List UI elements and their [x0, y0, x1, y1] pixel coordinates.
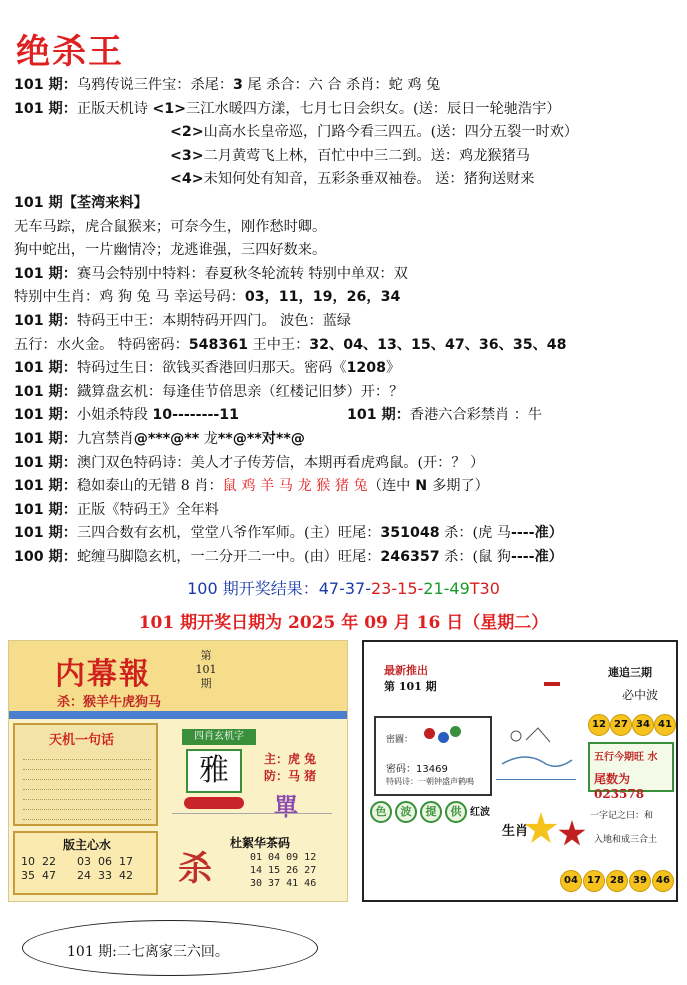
dan-character: 單	[274, 792, 298, 821]
line-12: 五行：水火金。 特码密码：548361 王中王：32、04、13、15、47、36、35、48	[14, 336, 567, 353]
sha-character: 杀	[178, 849, 212, 889]
neimu-newspaper-image	[8, 640, 348, 902]
banzhu-box	[13, 831, 158, 895]
three-issue-label: 連追三期	[608, 666, 652, 679]
duxu-box	[164, 831, 344, 895]
line-18: 101 期：稳如泰山的无错 8 肖：鼠 鸡 羊 马 龙 猴 猪 兔（连中 N 多期了）	[14, 478, 489, 495]
line-1: 101 期：乌鸦传说三件宝：杀尾：3 尾 杀合：六 合 杀肖：蛇 鸡 兔	[14, 77, 441, 93]
ball: 39	[629, 870, 651, 892]
line-3: <2>山高水长皇帝巡，门路今看三四五。(送：四分五裂一时欢）	[170, 124, 579, 141]
duxu-grid: 01 04 09 12 14 15 26 27 30 37 41 46	[250, 852, 317, 889]
tianji-box	[13, 723, 158, 826]
line-11: 101 期：特码王中王：本期特码开四门。 波色：蓝绿	[14, 312, 352, 329]
sixiao-box	[164, 723, 344, 826]
red-mark	[544, 682, 560, 686]
divider-bar	[9, 711, 347, 719]
green-dot-icon	[450, 726, 461, 737]
line-15: 101 期：小姐杀特段 10--------11 101 期：香港六合彩禁肖 ：牛	[14, 407, 543, 424]
char-circle: 波	[395, 801, 417, 823]
draw-result: 100 期开奖结果：47-37-23-15-21-49T30	[187, 579, 500, 598]
mima-poem: 特码诗：一朝钟盛声鹤鳴	[386, 777, 474, 786]
ball: 46	[652, 870, 674, 892]
one-word-clue: 一字记之曰：和	[590, 811, 654, 821]
mima-label: 密圖：	[386, 735, 414, 745]
sketch-drawing	[496, 720, 576, 780]
earth-clue: 入地和成三合土	[594, 835, 658, 845]
latest-label: 最新推出	[384, 664, 428, 677]
ball: 04	[560, 870, 582, 892]
ball: 28	[606, 870, 628, 892]
line-7: 无车马踪，虎合鼠猴来；可奈今生，刚作愁时卿。	[14, 218, 327, 235]
draw-date: 101 期开奖日期为 2025 年 09 月 16 日（星期二）	[138, 613, 549, 633]
blue-dot-icon	[438, 732, 449, 743]
kill-zodiac: 杀：猴羊牛虎狗马	[57, 695, 162, 710]
five-elements-box	[588, 742, 674, 801]
banzhu-title: 版主心水	[63, 838, 112, 852]
line-20: 101 期：三四合数有玄机，堂堂八爷作军师。(主）旺尾：351048 杀：(虎 马----准）	[14, 525, 563, 542]
zhu-fang: 主：虎 兔 防：马 猪	[264, 752, 317, 783]
tianji-title: 天机一句话	[49, 733, 115, 748]
eight-zodiac-red: 鼠 鸡 羊 马 龙 猴 猪 兔	[222, 478, 368, 495]
ball: 34	[632, 714, 654, 736]
line-17: 101 期：澳门双色特码诗：美人才子传芳信，本期再看虎鸡鼠。(开：？ ）	[14, 454, 485, 471]
number-row-line	[172, 813, 332, 819]
ball: 41	[654, 714, 676, 736]
line-4: <3>二月黄莺飞上林，百忙中中三二到。送：鸡龙猴猪马	[170, 147, 530, 164]
red-pill	[184, 797, 244, 809]
duxu-title: 杜絮华茶码	[230, 836, 291, 850]
ball: 12	[588, 714, 610, 736]
color-provider	[370, 800, 490, 823]
line-6: 101 期【荃湾来料】	[14, 194, 148, 211]
red-dot-icon	[424, 728, 435, 739]
line-21: 100 期：蛇缠马脚隐玄机，一二分开二一中。(由）旺尾：246357 杀：(鼠 狗----准）	[14, 548, 563, 565]
line-5: <4>未知何处有知音，五彩条垂双袖卷。 送：猪狗送财来	[170, 171, 535, 188]
banzhu-numbers: 10 22 03 06 17 35 47 24 33 42	[21, 855, 133, 882]
mima-number: 密码：13469	[386, 764, 448, 775]
char-circle: 供	[445, 801, 467, 823]
issue-number: 第 101 期	[195, 649, 217, 690]
line-13: 101 期：特码过生日：欲钱买香港回归那天。密码《1208》	[14, 360, 401, 377]
puzzle-image	[362, 640, 678, 902]
line-8: 狗中蛇出，一片幽情冷；龙逃谁强，三四好数来。	[14, 242, 327, 259]
sixiao-tag: 四肖玄机字	[182, 729, 256, 745]
tianji-text-lines	[23, 751, 151, 821]
char-circle: 提	[420, 801, 442, 823]
line-10: 特别中生肖：鸡 狗 兔 马 幸运号码：03，11，19，26，34	[14, 289, 401, 306]
ya-character: 雅	[186, 749, 242, 793]
ball: 27	[610, 714, 632, 736]
newspaper-title: 内幕報	[55, 657, 151, 692]
five-elements-text: 五行今期旺 水	[594, 752, 658, 763]
bubble-text: 101 期:二七离家三六回。	[67, 944, 229, 960]
speech-bubble	[22, 920, 318, 976]
page-title: 绝杀王	[16, 32, 124, 72]
zodiac-label: 生肖	[502, 824, 529, 839]
red-wave-text: 红波	[470, 807, 490, 818]
red-star-icon	[558, 820, 586, 848]
char-circle: 色	[370, 801, 392, 823]
yellow-star-icon	[524, 812, 558, 846]
ball: 17	[583, 870, 605, 892]
line-9: 101 期：赛马会特别中特料：春夏秋冬轮流转 特别中单双：双	[14, 265, 408, 282]
mima-box	[374, 716, 492, 796]
line-19: 101 期：正版《特码王》全年料	[14, 501, 219, 518]
issue-label: 第 101 期	[384, 680, 437, 693]
line-14: 101 期：鐡算盘玄机：每逢佳节倍思亲（红楼记旧梦）开：？	[14, 383, 404, 400]
line-16: 101 期：九宫禁肖@***@** 龙**@**对**@	[14, 430, 305, 447]
boat-sketch	[496, 720, 576, 780]
color-label: 必中波	[622, 688, 659, 702]
line-2: 101 期：正版天机诗 <1>三江水暖四方漾，七月七日会织女。(送：辰日一轮驰浩宇）	[14, 100, 561, 117]
tail-numbers: 尾数为 023578	[594, 772, 645, 801]
forecast-lines	[14, 74, 674, 569]
